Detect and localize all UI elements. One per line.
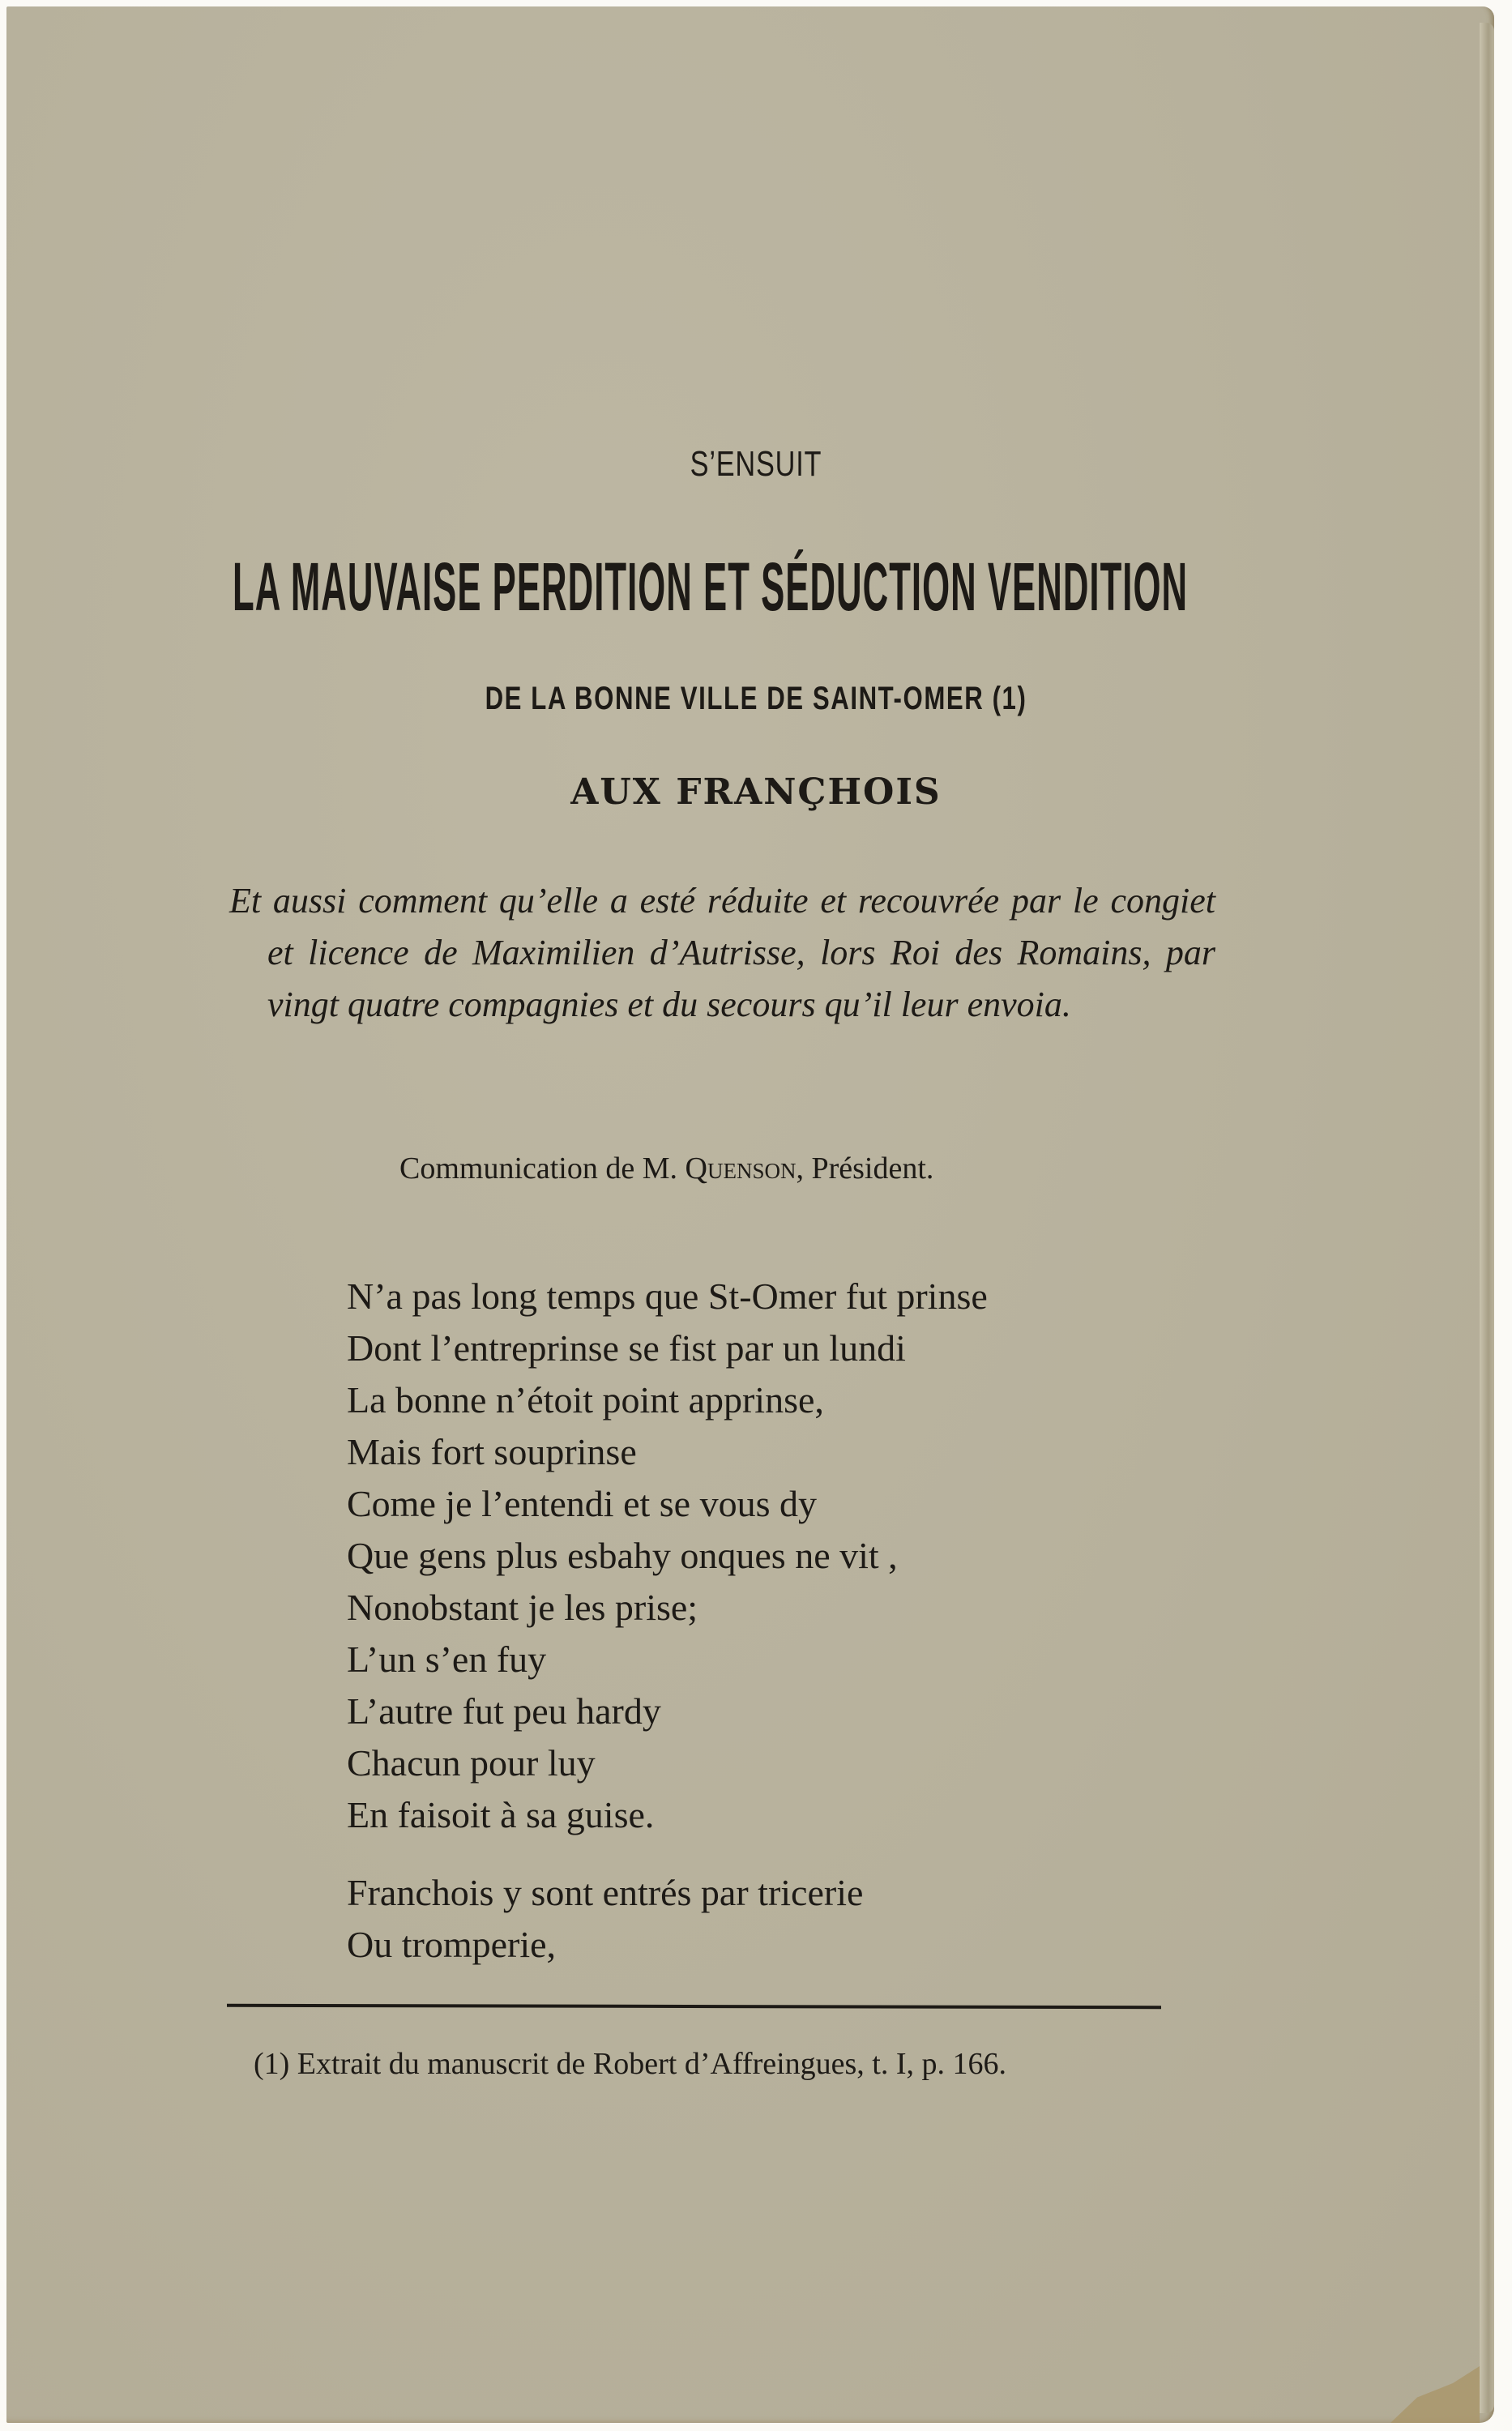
poem-line: Ou tromperie, (347, 1924, 557, 1965)
poem-line: La bonne n’étoit point apprinse, (347, 1379, 824, 1421)
poem-line: Franchois y sont entrés par tricerie (347, 1872, 864, 1913)
heading-sensuit: S’ENSUIT (690, 444, 822, 484)
poem-line: Mais fort souprinse (347, 1431, 637, 1472)
communication-suffix: , Président. (796, 1151, 934, 1186)
stanza-gap (347, 1841, 988, 1867)
communication-prefix: Communication de M. (399, 1151, 686, 1186)
poem-line: Que gens plus esbahy onques ne vit , (347, 1535, 898, 1576)
poem-line: N’a pas long temps que St-Omer fut prinse (347, 1275, 988, 1317)
poem-line: En faisoit à sa guise. (347, 1794, 655, 1835)
poem-line: Dont l’entreprinse se fist par un lundi (347, 1327, 906, 1369)
author-name: Quenson (685, 1151, 797, 1186)
document-title: LA MAUVAISE PERDITION ET SÉDUCTION VENDITION (233, 549, 1189, 625)
document-subtitle-aux-franchois: AUX FRANÇHOIS (570, 771, 942, 813)
footnote: (1) Extrait du manuscrit de Robert d’Affreingues, t. I, p. 166. (254, 2047, 1007, 2081)
poem-line: Chacun pour luy (347, 1742, 596, 1784)
poem-line: Nonobstant je les prise; (347, 1587, 698, 1628)
communication-line (399, 1151, 933, 1186)
poem-line: Come je l’entendi et se vous dy (347, 1483, 817, 1524)
poem-line: L’autre fut peu hardy (347, 1690, 661, 1732)
page-edge-fold (1480, 23, 1494, 2413)
intro-paragraph: Et aussi comment qu’elle a esté réduite et recouvrée par le congiet et licence de Maximilien d’Autrisse, lors Roi des Romains, par vingt quatre compagnies et du secours qu’il leur envoia. (229, 881, 1215, 1024)
poem-line: L’un s’en fuy (347, 1638, 547, 1680)
corner-stain (1390, 2366, 1480, 2423)
document-subtitle: DE LA BONNE VILLE DE SAINT-OMER (1) (485, 681, 1027, 716)
poem (347, 1271, 988, 1971)
